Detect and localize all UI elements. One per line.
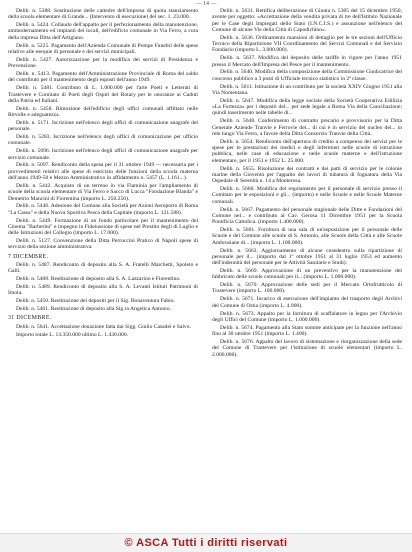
deliberation-entry: Delib. n. 5427. Autorizzazione per la modifica dei servizi di Presidenza e Prevenzione.: [8, 56, 198, 70]
deliberation-entry: Delib. n. 5413. Pagamento dell'Amministrazione Provinciale di Roma del saldo del contributo per il mantenimento degli esposti dell'anno 1949.: [8, 71, 198, 84]
deliberation-entry: Delib. n. 5647. Modifica della legge sociale della Società Cooperativa Edilizia «La Fortezza» per i depositi del... per sede legale a Roma Via della Conciliazione; quindi inserimento nelle tabelle di...: [212, 97, 402, 117]
deliberation-entry: Delib. n. 5388. Sostituzione delle cattedre dell'impresa di quota stanziamento della scuola elementare di Grande... (Intervento di esecuzione) del sec. 1. 23.000.: [8, 8, 198, 21]
deliberation-entry: Delib. n. 5637. Modifica del deposito delle tariffe in vigore per l'anno 1951 presso il Mercato dell'Impresa del Pesce per il mantenimento.: [212, 55, 402, 68]
deliberation-entry: Delib. n. 5674. Pagamento alla Stato somme anticipate per la funzione nell'anno fino al 30 ottobre 1951 (importo L. 1.400).: [212, 324, 402, 338]
deliberation-entry: Delib. n. 5442. Acquisto di un terreno in via Flaminia per l'ampliamento di scuole della scuola elementare di Via Ferro e Sacco di Lucca "Fondazione Blanda" e Demetrio Mancini di Fiorentina (importo L. 250.250).: [8, 182, 198, 202]
deliberation-entry: Delib. n. 5640. Modifica della composizione della Commissione Giudicatrice del concorso pubblico a 3 posti di Ufficiale tecnico statistico in 2ª classe.: [212, 69, 402, 82]
page-number: — 14 —: [195, 1, 217, 7]
deliberation-entry: Delib. n. 5488. Restituzione di deposito alla S. A. Lazzarino e Fiorentino.: [16, 276, 181, 283]
deliberation-entry: Delib. n. 5669. Approvazione di un preventivo per la manutenzione del fabbricato delle scuole comunali per il... (importo L. 1.000.000).: [212, 268, 402, 281]
section-heading: 31 DICEMBRE.: [8, 315, 52, 322]
deliberation-entry: Delib. n. 5670. Approvazione delle sedi per il Mercato Ortofrutticolo di Trastevere (importo L. 100.000).: [212, 282, 402, 295]
deliberation-entry: Delib. n. 5283. Iscrizione nell'elenco degli uffici di comunicazione per ufficio comunale.: [8, 134, 198, 147]
deliberation-entry: Delib. n. 5097. Rendiconto della spesa per il 31 ottobre 1949 — necessaria per i provvedimenti relativi alle spese di esercizio delle funzioni della scuola materna dell'anno 1949-50 e Mezzo Amministrativo in affidamento n. 5457 (L. 1.161...).: [8, 162, 198, 182]
deliberation-entry: Delib. n. 5225. Pagamento dell'Azienda Comunale di Pompe Funebri delle spese relative alle esequie di personale e dei servizi municipali.: [8, 42, 198, 55]
deliberation-entry: Delib. n. 5458. Rimozione dell'edificio degli uffici comunali affittato nelle Ritvolle e adeguatezza.: [8, 105, 198, 119]
deliberation-entry: Delib. n. 5676. Appalto del lavoro di sistemazione e riorganizzazione della sede del Comune di Trastevere per l'istituzione di scuole elementari (importo L. 2.000.000).: [212, 338, 402, 358]
left-column: [8, 8, 198, 340]
deliberation-entry: Delib. n. 5424. Collaudo dell'appalto per il perfezionamento della manutenzione, ammodernamento ed impianti dei locali, dell'edificio comunale in Via Ferro, a cura della impresa Ditta dell'Artigiano.: [8, 22, 198, 41]
deliberation-entry: Importo totale L. 13.350.000 ultimo L. 1.430.000.: [16, 331, 129, 338]
deliberation-entry: Delib. n. 5641. Accettazione donazione fatta dai Sigg. Giulio Casadei e Salvo.: [16, 323, 191, 330]
deliberation-entry: Delib. n. 5489. Rendiconto di deposito alla S. A. Levanti Istituti Patrimoni di Imola.: [8, 284, 198, 297]
deliberation-entry: Delib. n. 5673. Appalto per la fornitura di scaffalature in legno per l'Archivio degli Uffici del Comune (importo L. 1.000.000).: [212, 310, 402, 323]
deliberation-entry: Delib. n. 5449. Formazione di un fondo particolare per il mantenimento del Cinema "Barberini" e impegno in Fideiussione di spese nel Prestito degli di Luglio e delle Istituzioni del Collegio (importo L. 17.000).: [8, 217, 198, 237]
deliberation-entry: Delib. n. 5450. Restituzione dei depositi per il Sig. Bonaventura Fabio.: [16, 298, 175, 305]
copyright-watermark: © ASCA Tutti i diritti riservati: [0, 533, 412, 552]
deliberation-entry: Delib. n. 5667. Pagamento del personale stagionale delle Ditte e Fondazioni del Comune nel... e contributo al Cav. Gerosa 11 Dicembre 1951 per la Scuola Pontificia Cattolica. (importo 1.400.000).: [212, 206, 402, 226]
deliberation-entry: Delib. n. 5654. Rendiconto dell'apertura di credito a compenso dei servizi per le spese per le prestazioni dei medici e degli infermieri nelle scuole di istruzione pubblica, nelle case di educazione e nelle scuole materne e dell'istruzione elementare, per il 1951 e 1952 L. 25.000.: [212, 138, 402, 164]
deliberation-entry: Delib. n. 5446. Adesione del Comune alla Società per Azioni Aeroporto di Roma "La Cassa" e della Nuova Sportiva Pesca della Capitale (importo L. 121.588).: [8, 203, 198, 216]
right-column: [212, 8, 402, 359]
section-heading: 7 DICEMBRE.: [8, 253, 49, 260]
deliberation-entry: Delib. n. 5636. Ordinamento mansioni di dettaglio per le tre sezioni dell'Ufficio Tecnico della Ripartizione VII Coordinamento dei Servizi Comunali e del Servizio Fondiario (importo L. 3.000.000).: [212, 34, 402, 54]
deliberation-entry: Delib. n. 5487. Rendiconto di deposito alla S. A. Fratelli Marchetti, Spoleto e Galli.: [8, 262, 198, 275]
deliberation-entry: Delib. n. 5631. Rettifica deliberazione di Giunta n. 5305 del 15 dicembre 1950, avente per oggetto: «Accettazione della vendita privata di tre dell'Istituto Nazionale per le Case degli Impiegati dello Stato (I.N.C.I.S.) e assunzione nell'elenco del Comune di alcune Vie della Città di Capodichino».: [212, 8, 402, 33]
deliberation-entry: Delib. n. 5611. Istituzione di un contributo per la società XXIV Giugno 1951 alla Via Nomentana.: [212, 83, 402, 96]
deliberation-entry: Delib. n. 5171. Iscrizione nell'elenco degli uffici di comunicazione anagrafe del personale.: [8, 119, 198, 133]
deliberation-entry: Delib. n. 5481. Contributo di L. 1.000.000 per l'arte Poeti e Letterati di Trastevere e Comitato di Poeti degli Ospiti del Rotary per le onoranze ai Caduti della Patria ed Italiani.: [8, 85, 198, 104]
deliberation-entry: Delib. n. 5671. Incarico di esecuzione dell'impianto del trasporto degli Archivi del Comune di Ostia (importo L. 4.000).: [212, 296, 402, 309]
deliberation-entry: Delib. n. 5655. Risoluzione dei contratti e dei patti di servizio per le colonie marine della Gioventù per l'appalto dei lavori di tubatura di fognatura della Via Ospedale di Serenità n. 14 a Monterosa.: [212, 165, 402, 185]
deliberation-entry: Delib. n. 5648. Conferimento di contratto precario e provvisorio per la Ditta Generale Aziende Tranvie e Ferrovie del... di cui è in servizio del nucleo del... in rete lungo Via Ferro, a favore della Ditta Consorzio Tranvie della Città.: [212, 118, 402, 137]
deliberation-entry: Delib. n. 5127. Convenzione della Ditta Perruccini Pratico di Napoli spese di servizio della sezione amministrativa.: [8, 238, 198, 251]
deliberation-entry: Delib. n. 5096. Iscrizione nell'elenco degli uffici di comunicazione anagrafe per servizio comunale.: [8, 148, 198, 161]
deliberation-entry: Delib. n. 5663. Aggiornamento di alcune cosedentro sulla ripartizione di personale per il... (importo dal 1º ottobre 1951 al 31 luglio 1953 ed aumento dell'indennità del personale per le Attività Sanitarie e Studi).: [212, 247, 402, 267]
deliberation-entry: Delib. n. 5661. Fornitura di una sala di un'esposizione per il personale delle Scuole e del Comune alle scuole di S. Antonio, alle Scuole della Città e alle Scuole Ambrosiane di... (importo L. 1.100.000).: [212, 227, 402, 246]
deliberation-entry: Delib. n. 5461. Restituzione di deposito alla Sig.ra Angelica Antonio.: [16, 306, 172, 313]
deliberation-entry: Delib. n. 5660. Modifica del regolamento per il personale di servizio presso il Comitato per le esposizioni e gli... (importo) e nelle Scuole e nelle Scuole Materne comunali.: [212, 186, 402, 205]
